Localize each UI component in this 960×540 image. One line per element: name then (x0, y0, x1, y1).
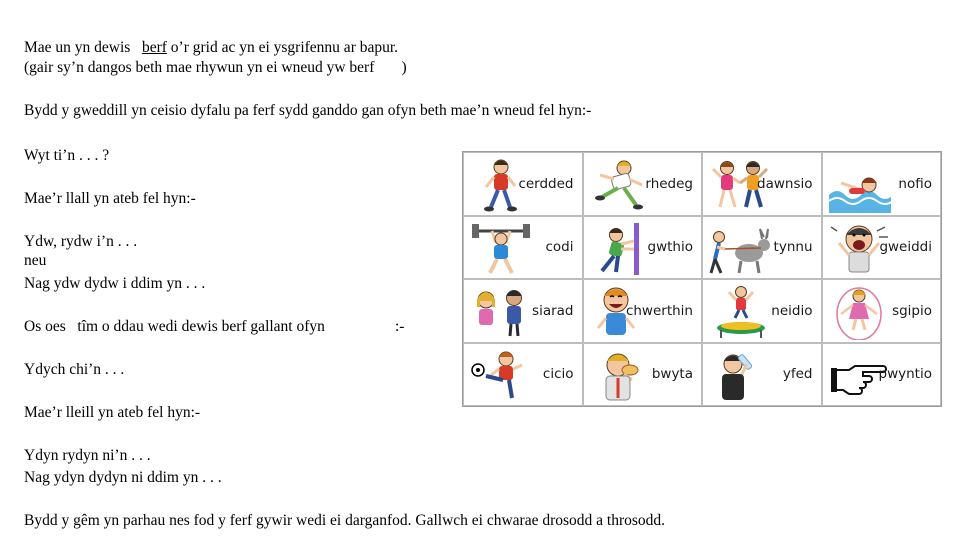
weightlifter-icon (470, 221, 532, 277)
verb-label: tynnu (773, 239, 813, 256)
verb-label: chwerthin (625, 302, 693, 319)
verb-cell (822, 216, 942, 280)
answer-intro: Mae’r llall yn ateb fel hyn:- (24, 190, 196, 207)
intro-line-1 (24, 38, 398, 57)
verb-cell (463, 279, 583, 343)
question-plural: Ydych chi’n . . . (24, 361, 125, 378)
intro-close-paren: ) (401, 59, 407, 76)
running-boy-icon (590, 157, 652, 213)
closing-instruction: Bydd y gêm yn parhau nes fod y ferf gywir wedi ei darganfod. Gallwch ei chwarae drosodd a throsodd. (24, 512, 666, 529)
intro-pre: Mae un yn dewis (24, 39, 131, 56)
verb-label: codi (545, 239, 574, 256)
team-colon: :- (395, 318, 405, 335)
answer-yes: Ydw, rydw i’n . . . (24, 233, 138, 250)
verb-cell (822, 343, 942, 407)
pulling-donkey-icon (709, 221, 771, 277)
verb-cell (702, 152, 822, 216)
skipping-girl-icon (829, 284, 891, 340)
eating-boy-icon (590, 348, 652, 404)
trampoline-jump-icon (709, 284, 771, 340)
verb-cell (702, 216, 822, 280)
verb-grid (462, 151, 942, 407)
verb-label: rhedeg (645, 175, 693, 192)
verb-cell (583, 152, 703, 216)
swimming-girl-icon (829, 157, 891, 213)
team-pre: Os oes (24, 318, 66, 335)
verb-cell (583, 216, 703, 280)
verb-cell (583, 279, 703, 343)
verb-label: sgipio (892, 302, 932, 319)
intro-line-2 (24, 58, 407, 77)
verb-cell (702, 343, 822, 407)
verb-cell (822, 152, 942, 216)
verb-label: bwyta (651, 366, 693, 383)
team-post: tîm o ddau wedi dewis berf gallant ofyn (77, 318, 325, 335)
verb-cell (463, 343, 583, 407)
verb-cell (702, 279, 822, 343)
answer-no: Nag ydw dydw i ddim yn . . . (24, 275, 206, 292)
verb-cell (463, 152, 583, 216)
verb-label: nofio (898, 175, 932, 192)
verb-label: cicio (542, 366, 574, 383)
verb-label: gweiddi (879, 239, 932, 256)
intro-definition: (gair sy’n dangos beth mae rhywun yn ei wneud yw berf (24, 59, 375, 76)
verb-label: siarad (532, 302, 574, 319)
pushing-boy-icon (590, 221, 652, 277)
talking-children-icon (470, 284, 532, 340)
verb-label: gwthio (647, 239, 693, 256)
intro-post: o’r grid ac yn ei ysgrifennu ar bapur. (170, 39, 399, 56)
answer-or: neu (24, 252, 47, 269)
verb-label: cerdded (518, 175, 574, 192)
verb-label: neidio (771, 302, 813, 319)
verb-label: dawnsio (757, 175, 813, 192)
verb-cell (822, 279, 942, 343)
team-line-left (24, 317, 325, 336)
guess-instruction: Bydd y gweddill yn ceisio dyfalu pa ferf sydd ganddo gan ofyn beth mae’n wneud fel hyn:- (24, 102, 592, 119)
drinking-man-icon (709, 348, 771, 404)
answer-no-plural: Nag ydyn dydyn ni ddim yn . . . (24, 469, 222, 486)
intro-key-word: berf (141, 39, 167, 56)
question-singular: Wyt ti’n . . . ? (24, 147, 110, 164)
verb-cell (463, 216, 583, 280)
kicking-boy-icon (470, 348, 532, 404)
verb-cell (583, 343, 703, 407)
verb-label: pwyntio (878, 366, 932, 383)
others-answer: Mae’r lleill yn ateb fel hyn:- (24, 404, 201, 421)
verb-label: yfed (782, 366, 813, 383)
answer-yes-plural: Ydyn rydyn ni’n . . . (24, 447, 151, 464)
